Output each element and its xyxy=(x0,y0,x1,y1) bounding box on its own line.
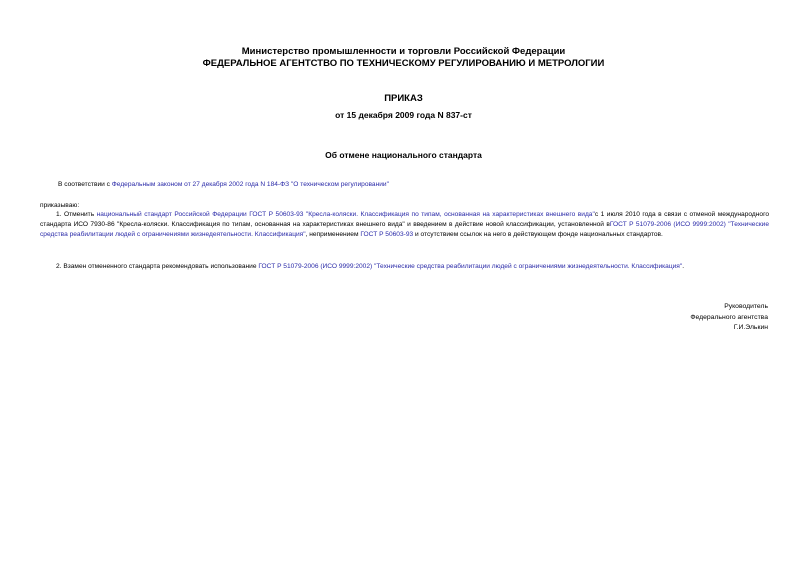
item1-prefix: 1. Отменить xyxy=(56,211,97,218)
gost-51079-link[interactable]: ГОСТ Р 51079-2006 (ИСО 9999:2002) "Технические средства реабилитации людей с ограничениями жизнедеятельности. Классификация" xyxy=(40,221,769,238)
signature-name: Г.И.Элькин xyxy=(733,324,768,331)
signature-position: Руководитель xyxy=(724,303,768,310)
ministry-name: Министерство промышленности и торговли Российской Федерации xyxy=(241,46,566,57)
item2-suffix: . xyxy=(682,263,685,270)
intro-paragraph xyxy=(58,180,768,190)
intro-prefix: В соответствии с xyxy=(58,181,112,188)
signature-agency: Федерального агентства xyxy=(690,313,768,321)
item1-text-1: с 1 июля 2010 года в связи с отменой международного стандарта ИСО 7930-86 "Кресла-коляски. Классификация по типам, основанная на характеристиках внешнего вида" и введением в действие новой классификации, установленной в xyxy=(40,211,769,228)
orders-label: приказываю: xyxy=(40,202,80,209)
federal-law-link[interactable]: Федеральным законом от 27 декабря 2002 года N 184-ФЗ "О техническом регулировании" xyxy=(111,181,389,188)
order-item-2 xyxy=(40,262,769,272)
item1-text-3: и отсутствием ссылок на него в действующем фонде национальных стандартов. xyxy=(413,231,663,238)
document-type: ПРИКАЗ xyxy=(384,93,423,104)
gost-51079-recommend-link[interactable]: ГОСТ Р 51079-2006 (ИСО 9999:2002) "Технические средства реабилитации людей с ограничениями жизнедеятельности. Классификация" xyxy=(258,263,683,270)
order-item-1 xyxy=(40,210,769,240)
gost-50603-standard-link[interactable]: национальный стандарт Российской Федерации ГОСТ Р 50603-93 "Кресла-коляски. Классификация по типам, основанная на характеристиках внешнего вида" xyxy=(96,211,595,218)
signature-block xyxy=(690,302,768,334)
document-date-number: от 15 декабря 2009 года N 837-ст xyxy=(335,110,472,120)
item2-prefix: 2. Взамен отмененного стандарта рекомендовать использование xyxy=(56,263,259,270)
document-title: Об отмене национального стандарта xyxy=(325,150,482,160)
agency-name: ФЕДЕРАЛЬНОЕ АГЕНТСТВО ПО ТЕХНИЧЕСКОМУ РЕГУЛИРОВАНИЮ И МЕТРОЛОГИИ xyxy=(202,58,605,69)
item1-text-2: , неприменением xyxy=(305,231,361,238)
document-header xyxy=(0,46,807,70)
gost-50603-link[interactable]: ГОСТ Р 50603-93 xyxy=(360,231,414,238)
